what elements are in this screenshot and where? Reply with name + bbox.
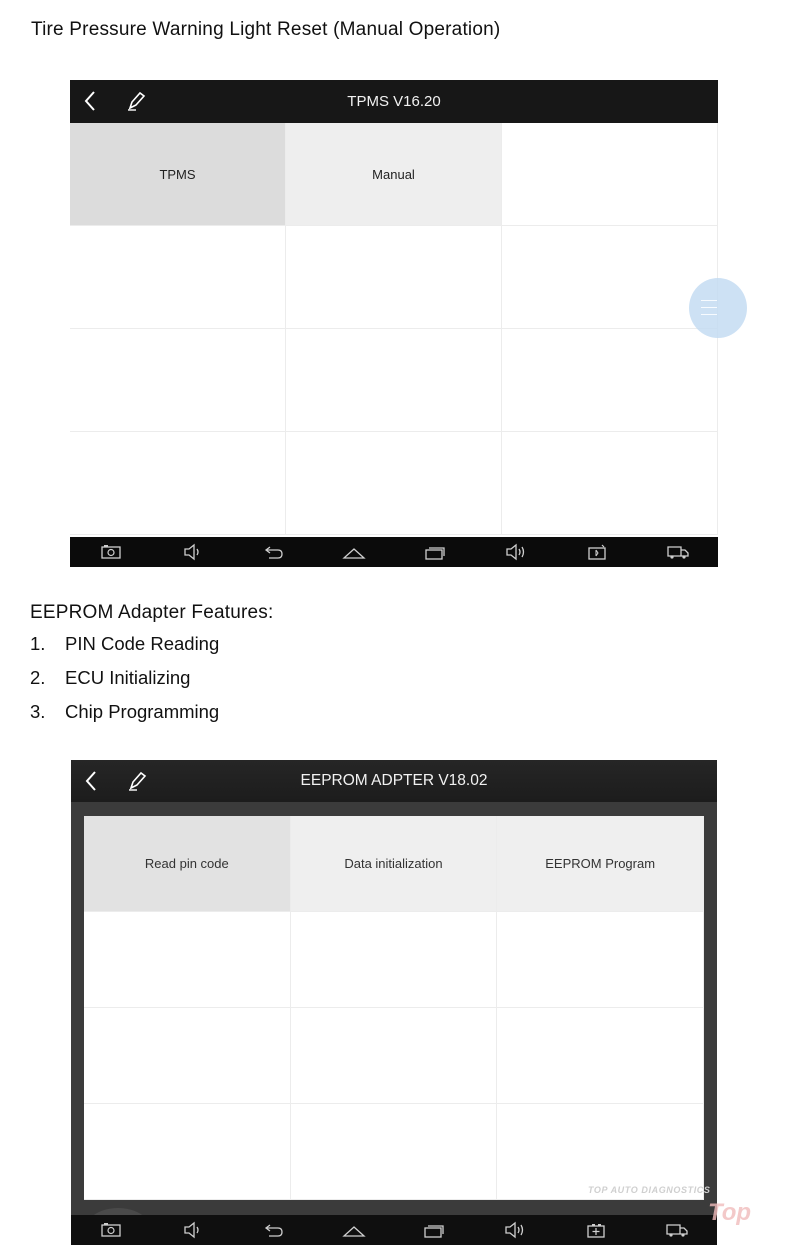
function-cell-empty: [502, 226, 718, 329]
function-grid: [84, 816, 704, 1200]
list-number: 3.: [30, 701, 46, 722]
truck-icon[interactable]: [636, 1215, 717, 1245]
list-item: [30, 667, 219, 701]
tpms-screen: [70, 80, 718, 567]
function-cell-read-pin-code[interactable]: Read pin code: [84, 816, 291, 912]
function-cell-empty: [286, 432, 502, 535]
screen-title: EEPROM ADPTER V18.02: [300, 772, 488, 789]
function-grid: [70, 123, 718, 567]
volume-up-icon[interactable]: [475, 537, 556, 567]
function-cell-empty: [84, 1104, 291, 1200]
feature-list: [30, 633, 219, 735]
android-nav-bar: [70, 537, 718, 567]
back-arrow-icon[interactable]: [232, 537, 313, 567]
function-cell-data-initialization[interactable]: Data initialization: [291, 816, 498, 912]
list-number: 2.: [30, 667, 46, 688]
function-cell-empty: [286, 226, 502, 329]
title-bar: [71, 760, 717, 802]
section-heading-tpms: Tire Pressure Warning Light Reset (Manual Operation): [31, 19, 501, 40]
back-arrow-icon[interactable]: [233, 1215, 314, 1245]
volume-down-icon[interactable]: [151, 537, 232, 567]
android-nav-bar: [71, 1215, 717, 1245]
vci-battery-icon[interactable]: [556, 1215, 637, 1245]
home-icon[interactable]: [313, 537, 394, 567]
function-cell-eeprom-program[interactable]: EEPROM Program: [497, 816, 704, 912]
function-cell-empty: [70, 226, 286, 329]
list-label: PIN Code Reading: [65, 633, 220, 654]
list-label: ECU Initializing: [65, 667, 191, 688]
screen-title: TPMS V16.20: [347, 93, 441, 110]
screenshot-icon[interactable]: [71, 1215, 152, 1245]
list-item: [30, 701, 219, 735]
function-cell-empty: [70, 432, 286, 535]
function-cell-empty: [497, 912, 704, 1008]
function-cell-empty: [291, 1104, 498, 1200]
section-heading-eeprom: EEPROM Adapter Features:: [30, 602, 274, 623]
function-cell-empty: [84, 912, 291, 1008]
recent-apps-icon[interactable]: [394, 537, 475, 567]
function-cell-empty: [502, 123, 718, 226]
watermark-logo: Top: [708, 1199, 752, 1226]
function-cell-empty: [286, 329, 502, 432]
watermark-text: TOP AUTO DIAGNOSTICS: [588, 1185, 711, 1195]
home-icon[interactable]: [313, 1215, 394, 1245]
function-cell-empty: [502, 329, 718, 432]
function-cell-manual[interactable]: Manual: [286, 123, 502, 226]
volume-down-icon[interactable]: [152, 1215, 233, 1245]
function-cell-empty: [70, 329, 286, 432]
function-cell-empty: [291, 912, 498, 1008]
list-item: [30, 633, 219, 667]
list-number: 1.: [30, 633, 46, 654]
truck-icon[interactable]: [637, 537, 718, 567]
vci-battery-icon[interactable]: [556, 537, 637, 567]
volume-up-icon[interactable]: [475, 1215, 556, 1245]
function-cell-empty: [84, 1008, 291, 1104]
eeprom-screen: [71, 760, 717, 1245]
function-cell-empty: [502, 432, 718, 535]
screenshot-icon[interactable]: [70, 537, 151, 567]
title-bar: [70, 80, 718, 123]
list-label: Chip Programming: [65, 701, 220, 722]
floating-assist-ball[interactable]: [689, 278, 747, 338]
recent-apps-icon[interactable]: [394, 1215, 475, 1245]
function-cell-tpms[interactable]: TPMS: [70, 123, 286, 226]
function-cell-empty: [497, 1008, 704, 1104]
function-cell-empty: [291, 1008, 498, 1104]
